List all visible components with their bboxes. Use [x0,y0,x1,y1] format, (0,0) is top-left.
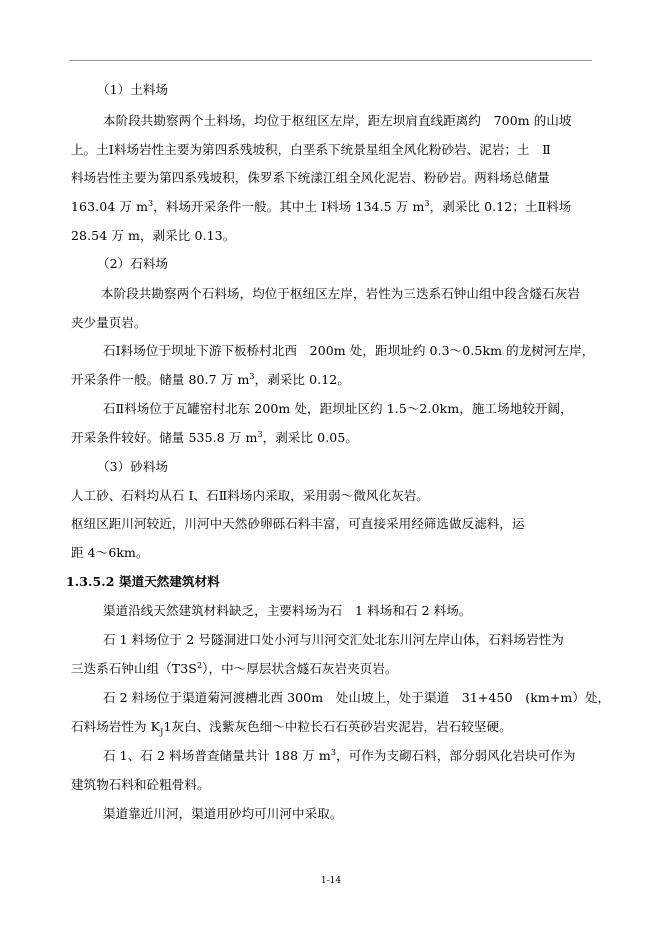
paragraph-line: 枢纽区距川河较近，川河中天然砂卵砾石料丰富，可直接采用经筛选做反滤料，运 [71,516,525,531]
page-number: 1-14 [320,876,342,886]
paragraph-line: 开采条件较好。储量 535.8 万 $m^3$，剥采比 0.05。 [71,429,358,445]
paragraph-line: 夹少量页岩。 [71,315,147,330]
paragraph-line: 本阶段共勘察两个石料场，均位于枢纽区左岸，岩性为三迭系石钟山组中段含燧石灰岩 [101,286,580,301]
paragraph-line: 石料场岩性为 $K_J1$灰白、浅紫灰色细～中粒长石石英砂岩夹泥岩，岩石较坚硬。 [71,719,512,737]
paragraph-line: 石 2 料场位于渠道菊河渡槽北西 300m 处山坡上，处于渠道 31+450 (km+m）处， [103,690,611,705]
paragraph-line: 石Ⅱ料场位于瓦罐窑村北东 200m 处，距坝址区约 1.5～2.0km，施工场地较开阔， [103,401,573,416]
section-title-soil: （1）土料场 [97,82,169,97]
paragraph-line: 上。土Ⅰ料场岩性主要为第四系残坡积，白垩系下统景星组全风化粉砂岩、泥岩；土 Ⅱ [71,142,551,157]
paragraph-line: 本阶段共勘察两个土料场，均位于枢纽区左岸，距左坝肩直线距离约 700m 的山坡 [103,113,572,128]
paragraph-line: 距 4～6km。 [71,545,149,560]
subsection-heading: 1.3.5.2 渠道天然建筑材料 [66,574,220,589]
paragraph-line: 建筑物石料和砼粗骨料。 [71,777,210,792]
paragraph-line: 开采条件一般。储量 80.7 万 $m^3$，剥采比 0.12。 [71,371,350,387]
header-rule [69,60,592,61]
section-title-stone: （2）石料场 [97,256,169,271]
paragraph-line: 石 1、石 2 料场普查储量共计 188 万 $m^3$，可作为支砌石料，部分弱风化岩块可作为 [103,747,576,763]
paragraph-line: 渠道靠近川河，渠道用砂均可川河中采取。 [103,806,343,821]
paragraph-line: 石 1 料场位于 2 号隧洞进口处小河与川河交汇处北东川河左岸山体，石料场岩性为 [103,632,564,647]
paragraph-line: 28.54 万 m，剥采比 0.13。 [71,228,236,243]
paragraph-line: 三迭系石钟山组$(T3S^2)$，中～厚层状含燧石灰岩夹页岩。 [71,660,398,676]
paragraph-line: 渠道沿线天然建筑材料缺乏，主要料场为石 1 料场和石 2 料场。 [103,603,472,618]
paragraph-line: 人工砂、石料均从石 Ⅰ、石Ⅱ料场内采取，采用弱～微风化灰岩。 [71,488,429,503]
paragraph-line: 料场岩性主要为第四系残坡积，侏罗系下统漾江组全风化泥岩、粉砂岩。两料场总储量 [71,170,550,185]
paragraph-line: 163.04 万 $m^3$，料场开采条件一般。其中土 Ⅰ料场 134.5 万 $m^3$，剥采比 0.12；土Ⅱ料场 [71,198,572,214]
section-title-sand: （3）砂料场 [97,459,169,474]
paragraph-line: 石Ⅰ料场位于坝址下游下板桥村北西 200m 处，距坝址约 0.3～0.5km 的龙树河左岸， [103,343,595,358]
